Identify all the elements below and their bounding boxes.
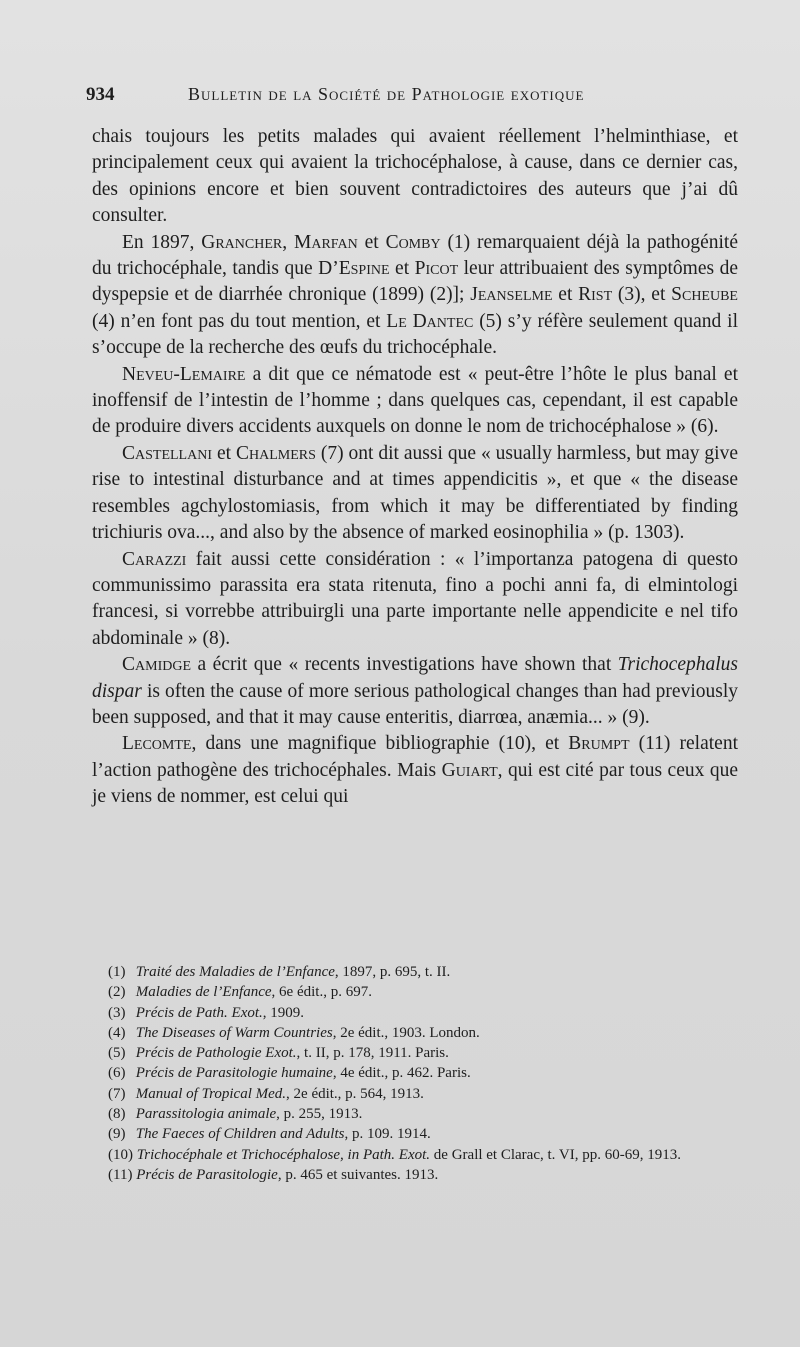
author-name: Lecomte	[122, 733, 192, 755]
page-header	[86, 84, 766, 112]
author-name: Picot	[414, 258, 459, 280]
footnote-number: (3)	[108, 1004, 126, 1021]
author-name: Guiart	[441, 759, 498, 781]
text-run: et	[357, 231, 386, 253]
footnote-details: , 1909.	[262, 1004, 305, 1021]
author-name: Grancher	[201, 231, 283, 253]
text-run: et	[552, 284, 579, 306]
paragraph-4	[92, 441, 738, 547]
author-name: Neveu-Lemaire	[122, 363, 246, 385]
footnote	[92, 1104, 738, 1124]
text-run: (1) remarquaient déjà la pathogénité du trichocéphale, tandis que D’	[92, 231, 738, 280]
footnotes	[92, 962, 738, 1185]
paragraph-3	[92, 362, 738, 441]
author-name: Carazzi	[122, 548, 187, 570]
footnote-title: Traité des Maladies de l’Enfance	[135, 964, 335, 980]
author-name: Brumpt	[568, 733, 630, 755]
text-run: , dans une magnifique bibliographie (10), et	[191, 733, 569, 755]
footnote-number: (7)	[108, 1085, 126, 1102]
footnote-details: de Grall et Clarac, t. VI, pp. 60-69, 1913.	[430, 1146, 681, 1163]
footnote-title: Trichocéphale et Trichocéphalose, in Path. Exot.	[136, 1146, 431, 1163]
footnote-title: The Faeces of Children and Adults	[135, 1126, 345, 1143]
author-name: Le Dantec	[386, 310, 474, 332]
footnote	[92, 1023, 738, 1043]
paragraph-2	[92, 230, 738, 362]
body-text	[92, 124, 738, 811]
author-name: Marfan	[294, 231, 358, 253]
footnote	[92, 982, 738, 1002]
footnote-details: , t. II, p. 178, 1911. Paris.	[296, 1045, 449, 1062]
text-run: ,	[282, 231, 294, 253]
species-name: Trichocephalus dispar	[92, 654, 738, 702]
footnote-title: Maladies de l’Enfance	[135, 984, 272, 1001]
paragraph-1: chais toujours les petits malades qui avaient réellement l’helminthiase, et principalement ceux qui avaient la trichocéphalose, à cause, dans ce dernier cas, des opinions encore et bien souvent contradictoires des auteurs que j’ai dû consulter.	[92, 126, 738, 227]
footnote-number: (1)	[108, 964, 126, 980]
footnote-title: Précis de Path. Exot.	[135, 1004, 263, 1021]
footnote-details: , 6e édit., p. 697.	[271, 984, 372, 1001]
text-run: (5) s’y réfère seulement quand il s’occupe de la recherche des œufs du trichocéphale.	[92, 310, 738, 359]
footnote-title: Précis de Pathologie Exot.	[135, 1045, 297, 1062]
text-run: a dit que ce nématode est « peut-être l’hôte le plus banal et inoffensif de l’intestin de l’homme ; dans quelques cas, cependant, il est capable de produire divers accidents auxquels on donne le nom de trichocéphalose » (6).	[92, 363, 738, 438]
footnote	[92, 1043, 738, 1063]
text-run: is often the cause of more serious pathological changes than had previously been supposed, and that it may cause enteritis, diarrœa, anæmia... » (9).	[92, 680, 738, 728]
text-run: (7) ont dit aussi que « usually harmless, but may give rise to intestinal disturbance and at times appendicitis », et que « the disease resembles agchylostomiasis, from which it may be differentiated by finding trichiuris ova..., and also by the absence of marked eosinophilia » (p. 1303).	[92, 442, 738, 544]
text-run: En 1897,	[122, 231, 202, 253]
footnote	[92, 962, 738, 982]
author-name: Comby	[385, 231, 441, 253]
paragraph-7	[92, 731, 738, 810]
text-run: leur attribuaient des symptômes de dyspepsie et de diarrhée chronique (1899) (2)];	[92, 258, 738, 306]
footnote-number: (10)	[108, 1146, 133, 1163]
footnote-number: (2)	[108, 984, 126, 1001]
footnote-number: (9)	[108, 1126, 126, 1143]
footnote-title: Précis de Parasitologie humaine	[135, 1065, 333, 1082]
author-name: Jeanselme	[470, 284, 553, 306]
author-name: Rist	[578, 284, 613, 306]
footnote-title: Parassitologia animale	[135, 1106, 277, 1123]
text-run: a écrit que « recents investigations have shown that	[191, 654, 618, 676]
footnote-number: (8)	[108, 1106, 126, 1123]
footnote	[92, 1145, 738, 1165]
author-name: Scheube	[671, 284, 738, 306]
footnote-details: , p. 109. 1914.	[344, 1126, 431, 1143]
author-name: Chalmers	[235, 442, 316, 464]
footnote-number: (5)	[108, 1045, 126, 1062]
footnote-details: , 2e édit., p. 564, 1913.	[286, 1085, 424, 1102]
footnote	[92, 1165, 738, 1185]
footnote-title: Précis de Parasitologie	[136, 1166, 278, 1183]
footnote-number: (11)	[108, 1166, 133, 1183]
footnote	[92, 1003, 738, 1023]
footnote-details: , 2e édit., 1903. London.	[332, 1024, 480, 1041]
running-title: Bulletin de la Société de Pathologie exotique	[188, 84, 585, 104]
footnote-details: , p. 465 et suivantes. 1913.	[277, 1166, 439, 1183]
text-run: (4) n’en font pas du tout mention, et	[92, 310, 387, 332]
paragraph-5	[92, 547, 738, 653]
page-number: 934	[86, 84, 115, 105]
footnote-details: , 4e édit., p. 462. Paris.	[332, 1065, 471, 1082]
footnote-number: (6)	[108, 1065, 126, 1082]
text-run: (11) relatent l’action pathogène des trichocéphales. Mais	[92, 733, 738, 781]
footnote	[92, 1063, 738, 1083]
footnote-details: , 1897, p. 695, t. II.	[334, 964, 451, 980]
footnote-number: (4)	[108, 1024, 126, 1041]
footnote-title: Manual of Tropical Med.	[135, 1085, 287, 1102]
footnote	[92, 1124, 738, 1144]
footnote-title: The Diseases of Warm Countries	[135, 1024, 333, 1041]
author-name: Espine	[338, 258, 390, 280]
text-run: fait aussi cette considération : « l’importanza patogena di questo communissimo parassita era stata ritenuta, fino a pochi anni fa, di elmintologi francesi, si vorrebbe attribuirgli una parte importante nelle appendicite e nel tifo abdominale » (8).	[92, 548, 738, 649]
text-run: et	[389, 258, 415, 280]
author-name: Camidge	[122, 654, 191, 676]
footnote-details: , p. 255, 1913.	[276, 1106, 363, 1123]
footnote	[92, 1084, 738, 1104]
paragraph-6	[92, 652, 738, 731]
text-run: et	[212, 442, 236, 464]
text-run: , qui est cité par tous ceux que je viens de nommer, est celui qui	[92, 759, 738, 808]
text-run: (3), et	[612, 284, 672, 306]
author-name: Castellani	[122, 442, 212, 464]
